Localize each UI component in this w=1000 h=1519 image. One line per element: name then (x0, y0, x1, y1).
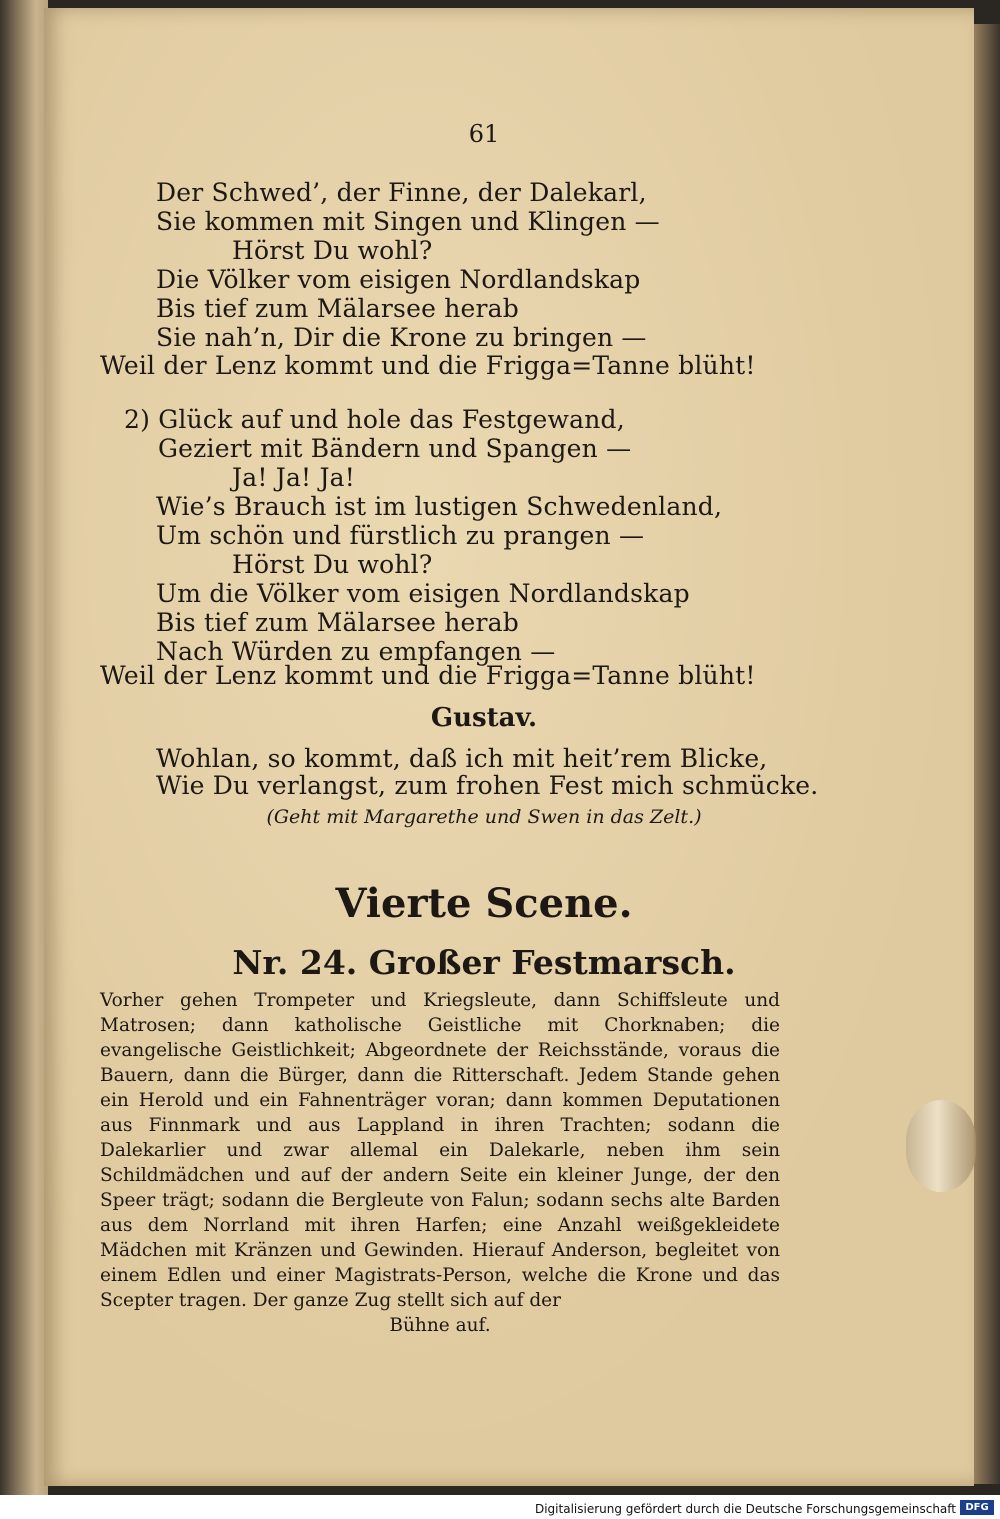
speech-line: Wie Du verlangst, zum frohen Fest mich schmücke. (156, 771, 819, 800)
funding-credit: Digitalisierung gefördert durch die Deutsche Forschungsgemeinschaft (534, 1502, 956, 1516)
stage-description-text: Vorher gehen Trompeter und Kriegsleute, dann Schiffsleute und Matrosen; dann katholische Geistliche mit Chorknaben; die evangelische Geistlichkeit; Abgeordnete der Reichsstände, voraus die Bauern, dann die Bürger, dann die Ritterschaft. Jedem Stande gehen ein Herold und ein Fahnenträger voran; dann kommen Deputationen aus Finnmark und aus Lappland in ihren Trachten; sodann die Dalekarlier und zwar allemal ein Dalekarle, neben ihm sein Schildmädchen und auf der andern Seite ein kleiner Junge, der den Speer trägt; sodann die Bergleute von Falun; sodann sechs alte Barden aus dem Norrland mit ihren Harfen; eine Anzahl weißgekleidete Mädchen mit Kränzen und Gewinden. Hierauf Anderson, begleitet von einem Edlen und einer Magistrats-Person, welche die Krone und das Scepter tragen. Der ganze Zug stellt sich auf der (100, 990, 780, 1311)
verse-line: Nach Würden zu empfangen — (156, 637, 556, 666)
verse-line: Bis tief zum Mälarsee herab (156, 608, 519, 637)
page-number: 61 (468, 120, 500, 148)
verse-line: Sie kommen mit Singen und Klingen — (156, 207, 660, 236)
scene-heading: Vierte Scene. (335, 880, 633, 927)
verse-line: Weil der Lenz kommt und die Frigga=Tanne blüht! (100, 661, 756, 690)
stage-description-end: Bühne auf. (389, 1315, 491, 1336)
verse-line: Um die Völker vom eisigen Nordlandskap (156, 579, 690, 608)
footer-bar (0, 1497, 1000, 1519)
stage-description (100, 988, 780, 1338)
verse-line: Sie nah’n, Dir die Krone zu bringen — (156, 323, 647, 352)
verse-line: Bis tief zum Mälarsee herab (156, 294, 519, 323)
stage-direction: (Geht mit Margarethe und Swen in das Zelt.) (266, 806, 702, 828)
bookmark-tab (906, 1100, 976, 1192)
verse-line: Ja! Ja! Ja! (232, 463, 356, 492)
dfg-logo: DFG (960, 1500, 994, 1515)
verse-line: Hörst Du wohl? (232, 236, 433, 265)
verse-line: Geziert mit Bändern und Spangen — (158, 434, 632, 463)
speaker-name: Gustav. (430, 703, 538, 733)
verse-line: Wie’s Brauch ist im lustigen Schwedenland, (156, 492, 723, 521)
number-heading: Nr. 24. Großer Festmarsch. (232, 943, 736, 982)
verse-line: Um schön und fürstlich zu prangen — (156, 521, 645, 550)
verse-line: Weil der Lenz kommt und die Frigga=Tanne blüht! (100, 351, 756, 380)
speech-line: Wohlan, so kommt, daß ich mit heit’rem Blicke, (156, 744, 768, 773)
verse-line: Hörst Du wohl? (232, 550, 433, 579)
verse-line: Der Schwed’, der Finne, der Dalekarl, (156, 178, 647, 207)
verse-line: 2) Glück auf und hole das Festgewand, (124, 405, 625, 434)
verse-line: Die Völker vom eisigen Nordlandskap (156, 265, 641, 294)
book-spine-edge (0, 0, 48, 1495)
